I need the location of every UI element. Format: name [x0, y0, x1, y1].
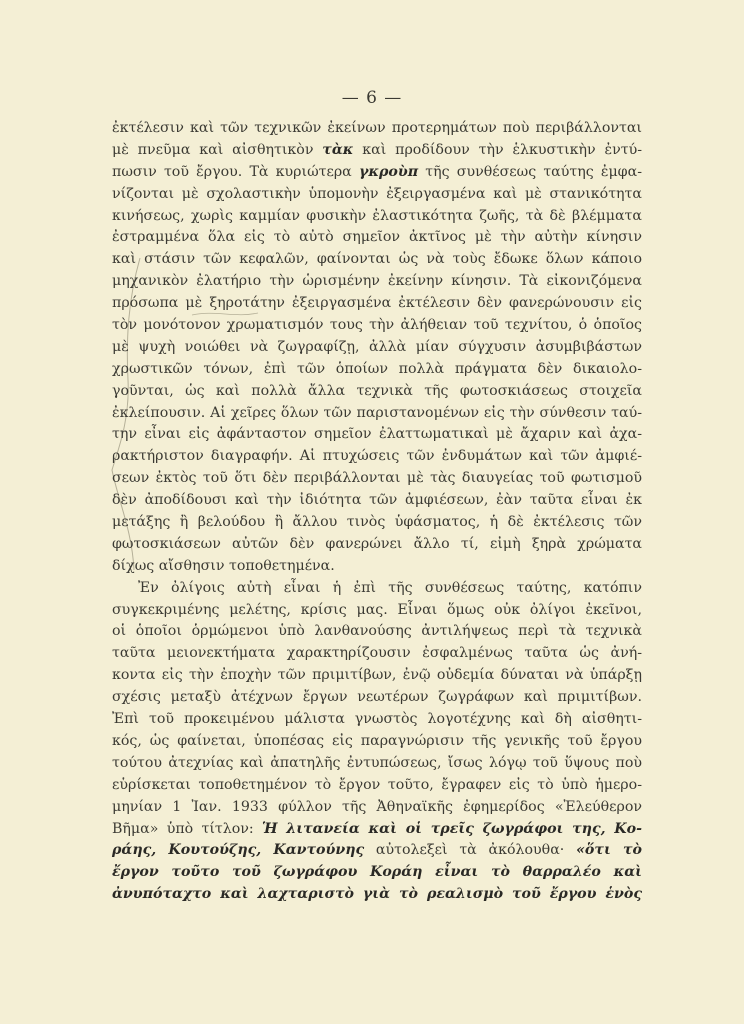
text-line [112, 665, 642, 687]
text-line [112, 621, 642, 643]
text-line [112, 118, 642, 140]
text-segment: καὶ προδίδουν τὴν ἑλκυστικὴν ἐντύ- [353, 141, 642, 158]
page-number: — 6 — [341, 88, 403, 108]
text-segment: κοντα εἰς τὴν ἐποχὴν τῶν πριμιτίβων, ἐνῷ οὐδεμία δύναται νὰ ὑπάρξῃ [112, 667, 642, 684]
text-line [112, 600, 642, 622]
text-segment: μετάξης ἢ βελούδου ἢ ἄλλου τινὸς ὑφάσματος, ἡ δὲ ἐκτέλεσις τῶν [112, 514, 642, 531]
text-segment: σχέσις μεταξὺ ἀτέχνων ἔργων νεωτέρων ζωγράφων καὶ πριμιτίβων. [112, 689, 642, 706]
text-line [112, 140, 642, 162]
text-segment: ταῦτα μειονεκτήματα χαρακτηρίζουσιν ἐσφαλμένως ταῦτα ὡς ἀνή- [112, 645, 642, 662]
text-segment: Ἐπὶ τοῦ προκειμένου μάλιστα γνωστὸς λογοτέχνης καὶ δὴ αἰσθητι- [112, 711, 642, 728]
text-line [112, 249, 642, 271]
text-line [112, 403, 642, 425]
text-segment: νίζονται μὲ σχολαστικὴν ὑπομονὴν ἐξειργασμένα καὶ μὲ στανικότητα [112, 185, 642, 202]
text-line [112, 643, 642, 665]
text-line [112, 556, 642, 578]
text-segment: ἐστραμμένα ὅλα εἰς τὸ αὐτὸ σημεῖον ἀκτῖνος μὲ τὴν αὐτὴν κίνησιν [112, 229, 642, 246]
text-segment: γοῦνται, ὡς καὶ πολλὰ ἄλλα τεχνικὰ τῆς φωτοσκιάσεως στοιχεῖα [112, 382, 642, 399]
text-line [112, 534, 642, 556]
text-line [112, 687, 642, 709]
text-segment: μὲ ψυχὴ νοιώθει νὰ ζωγραφίζῃ, ἀλλὰ μίαν σύγχυσιν ἀσυμβιβάστων [112, 338, 642, 355]
emphasized-text: «ὅτι τὸ [576, 842, 642, 859]
text-segment: την εἶναι εἰς ἀφάνταστον σημεῖον ἐλαττωματικαὶ μὲ ἄχαριν καὶ ἀχα- [112, 426, 642, 443]
text-segment: τῆς συνθέσεως ταύτης ἐμφα- [418, 163, 642, 180]
text-segment: καὶ στάσιν τῶν κεφαλῶν, φαίνονται ὡς νὰ τοὺς ἔδωκε ὅλων κάποιο [112, 251, 642, 268]
text-line [112, 446, 642, 468]
text-line [112, 468, 642, 490]
text-segment: πρόσωπα μὲ ξηροτάτην ἐξειργασμένα ἐκτέλεσιν δὲν φανερώνουσιν εἰς [112, 295, 642, 312]
text-segment: ἐκλείπουσιν. Αἱ χεῖρες ὅλων τῶν παριστανομένων εἰς τὴν σύνθεσιν ταύ- [112, 404, 642, 421]
text-line [112, 797, 642, 819]
text-segment: οἱ ὁποῖοι ὁρμώμενοι ὑπὸ λανθανούσης ἀντιλήψεως περὶ τὰ τεχνικὰ [112, 623, 642, 640]
text-segment: τὸν μονότονον χρωματισμόν τους τὴν ἀλήθειαν τοῦ τεχνίτου, ὁ ὁποῖος [112, 317, 642, 334]
text-line [112, 512, 642, 534]
emphasized-text: Ἡ λιτανεία καὶ οἱ τρεῖς ζωγράφοι της, Κο- [262, 820, 642, 837]
text-segment: αὐτολεξεὶ τὰ ἀκόλουθα· [364, 842, 577, 859]
emphasized-text: ἔργον τοῦτο τοῦ ζωγράφου Κοράη εἶναι τὸ θαρραλέο καὶ [112, 864, 642, 881]
text-line [112, 884, 642, 906]
text-line [112, 337, 642, 359]
emphasized-text: ράης, Κουτούζης, Καντούνης [112, 842, 365, 859]
text-line [112, 862, 642, 884]
emphasized-text: τὰκ [322, 141, 354, 158]
text-segment: πωσιν τοῦ ἔργου. Τὰ κυριώτερα [112, 163, 359, 180]
text-line [112, 753, 642, 775]
text-line [112, 709, 642, 731]
text-segment: ἐκτέλεσιν καὶ τῶν τεχνικῶν ἐκείνων προτερημάτων ποὺ περιβάλλονται [112, 120, 642, 136]
text-line [112, 293, 642, 315]
text-segment: ρακτήριστον διαγραφήν. Αἱ πτυχώσεις τῶν ἐνδυμάτων καὶ τῶν ἀμφιέ- [112, 448, 642, 465]
text-segment: χρωστικῶν τόνων, ἐπὶ τῶν ὁποίων πολλὰ πράγματα δὲν δικαιολο- [112, 360, 642, 377]
text-segment: δίχως αἴσθησιν τοποθετημένα. [112, 557, 335, 574]
text-segment: μηχανικὸν ἐλατήριο τὴν ὡρισμένην ἐκείνην κίνησιν. Τὰ εἰκονιζόμενα [112, 273, 642, 290]
text-segment: Ἐν ὀλίγοις αὐτὴ εἶναι ἡ ἐπὶ τῆς συνθέσεως ταύτης, κατόπιν [138, 579, 642, 596]
text-segment: κινήσεως, χωρὶς καμμίαν φυσικὴν ἐλαστικότητα ζωῆς, τὰ δὲ βλέμματα [112, 207, 642, 224]
text-line [112, 381, 642, 403]
text-line [112, 731, 642, 753]
text-line [112, 227, 642, 249]
body-text [112, 118, 642, 906]
text-segment: Βῆμα» ὑπὸ τίτλον: [112, 820, 263, 837]
text-segment: τούτου ἀτεχνίας καὶ ἀπατηλῆς ἐντυπώσεως, ἴσως λόγῳ τοῦ ὕψους ποὺ [112, 754, 642, 771]
text-line [112, 578, 642, 600]
text-segment: μὲ πνεῦμα καὶ αἰσθητικὸν [112, 141, 323, 158]
text-segment: δὲν ἀποδίδουσι καὶ τὴν ἰδιότητα τῶν ἀμφιέσεων, ἐὰν ταῦτα εἶναι ἐκ [112, 492, 642, 509]
text-line [112, 840, 642, 862]
text-segment: φωτοσκιάσεων αὐτῶν δὲν φανερώνει ἄλλο τί, εἰμὴ ξηρὰ χρώματα [112, 535, 642, 552]
text-segment: κός, ὡς φαίνεται, ὑποπέσας εἰς παραγνώρισιν τῆς γενικῆς τοῦ ἔργου [112, 732, 642, 749]
text-segment: εὑρίσκεται τοποθετημένον τὸ ἔργον τοῦτο, ἔγραφεν εἰς τὸ ὑπὸ ἡμερο- [112, 776, 642, 793]
text-line [112, 315, 642, 337]
text-segment: σεων ἐκτὸς τοῦ ὅτι δὲν περιβάλλονται μὲ τὰς διαυγείας τοῦ φωτισμοῦ [112, 470, 642, 487]
text-line [112, 359, 642, 381]
text-segment: μηνίαν 1 Ἰαν. 1933 φύλλον τῆς Ἀθηναϊκῆς ἐφημερίδος «Ἐλεύθερον [112, 798, 642, 815]
emphasized-text: ἀνυπόταχτο καὶ λαχταριστὸ γιὰ τὸ ρεαλισμὸ τοῦ ἔργου ἑνὸς [112, 886, 642, 903]
emphasized-text: γκροὺπ [358, 163, 419, 180]
text-line [112, 819, 642, 841]
text-line [112, 184, 642, 206]
text-line [112, 424, 642, 446]
text-segment: συγκεκριμένης μελέτης, κρίσις μας. Εἶναι ὅμως οὐκ ὀλίγοι ἐκεῖνοι, [112, 601, 642, 618]
text-line [112, 162, 642, 184]
text-line [112, 206, 642, 228]
text-line [112, 775, 642, 797]
text-line [112, 271, 642, 293]
text-line [112, 490, 642, 512]
